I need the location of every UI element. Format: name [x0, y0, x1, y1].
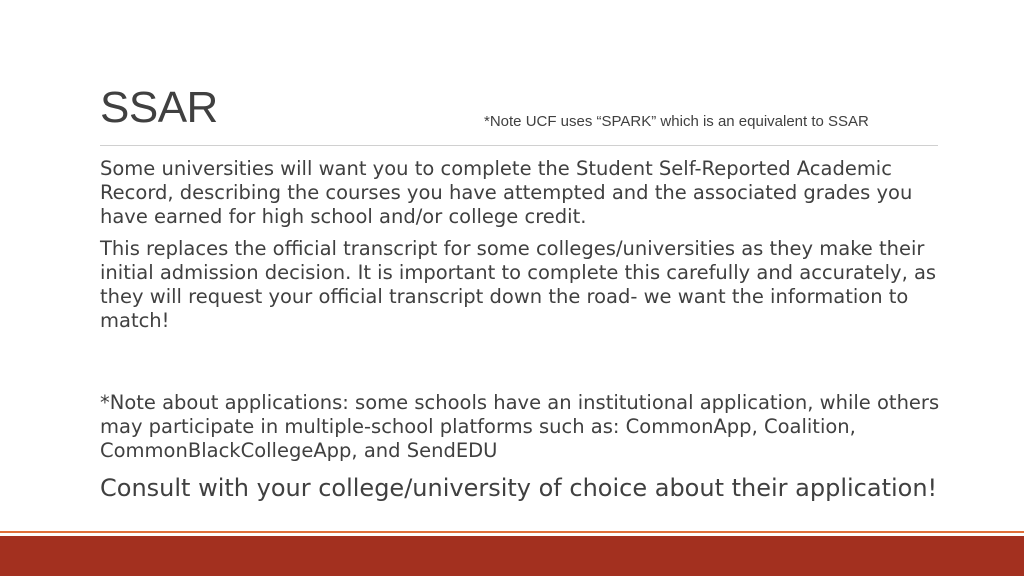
accent-line-thin [0, 531, 1024, 533]
paragraph-ssar-description: Some universities will want you to complete the Student Self-Reported Academic Record, describing the courses you have attempted and the associated grades you have earned for high school and/or college credit. [100, 157, 913, 228]
slide-title: SSAR [100, 83, 218, 132]
slide-body [100, 157, 960, 511]
accent-bar-thick [0, 536, 1024, 576]
paragraph-transcript-replacement: This replaces the official transcript for some colleges/universities as they make their initial admission decision. It is important to complete this carefully and accurately, as they will request your official transcript down the road- we want the information to match! [100, 237, 937, 332]
bottom-accent-band [0, 531, 1024, 576]
paragraph-consult: Consult with your college/university of choice about their application! [100, 474, 938, 502]
title-note: *Note UCF uses “SPARK” which is an equivalent to SSAR [484, 113, 869, 130]
paragraph-applications-note: *Note about applications: some schools have an institutional application, while others may participate in multiple-school platforms such as: CommonApp, Coalition, CommonBlackCollegeApp, and SendEDU [100, 391, 940, 462]
title-divider [100, 145, 938, 146]
